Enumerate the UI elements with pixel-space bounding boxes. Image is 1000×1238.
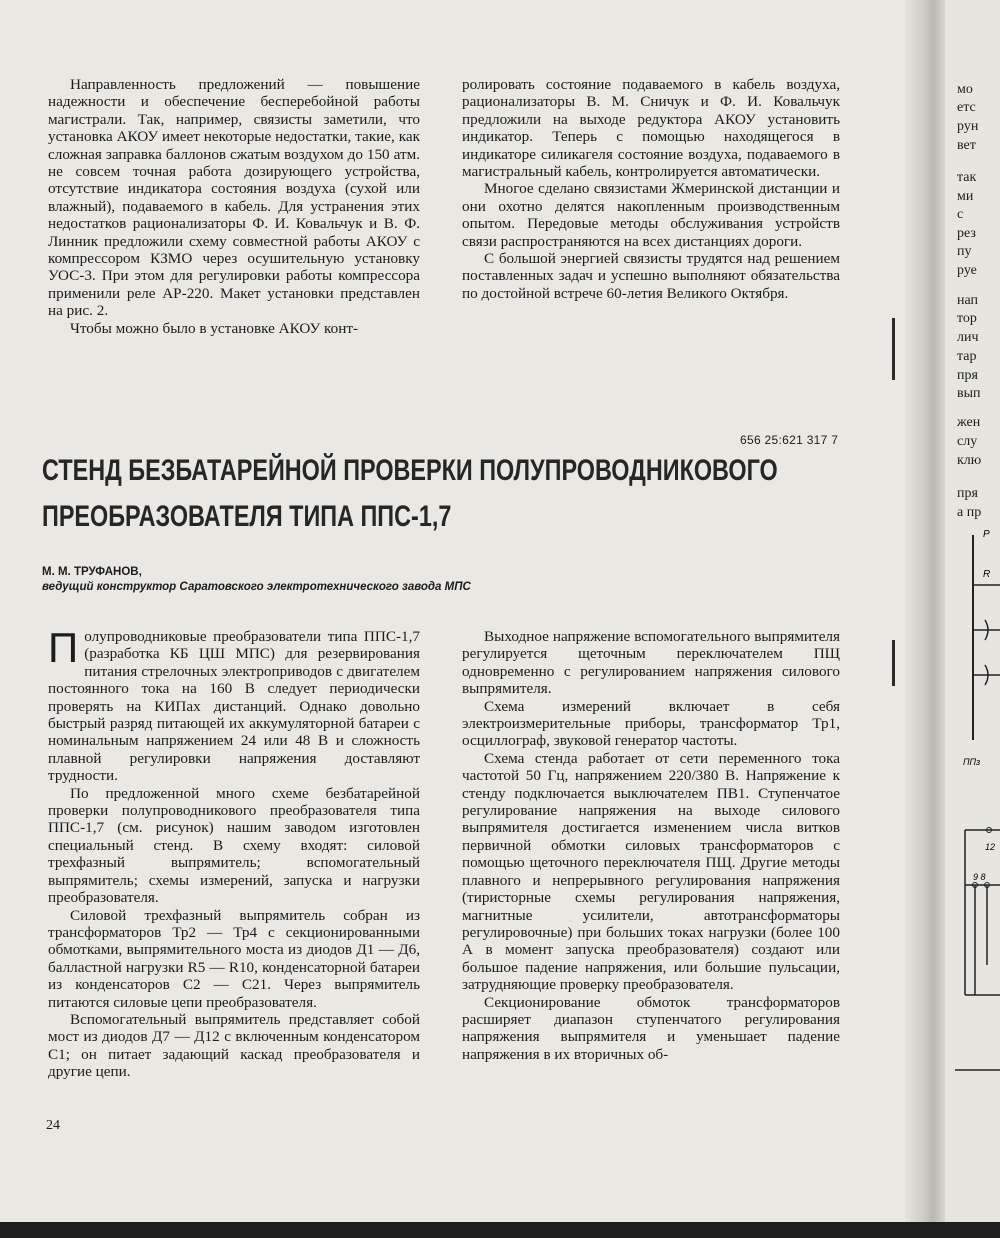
article-title-line: ПРЕОБРАЗОВАТЕЛЯ ТИПА ППС-1,7 bbox=[42, 500, 452, 533]
body-left-column bbox=[48, 624, 420, 1081]
body-right-column bbox=[462, 628, 840, 1063]
facing-page-line: рун bbox=[957, 119, 979, 134]
paragraph: Схема измерений включает в себя электроизмерительные приборы, трансформатор Тр1, осциллограф, звуковой генератор частоты. bbox=[462, 697, 840, 750]
facing-page-line: руе bbox=[957, 263, 977, 278]
diagram-label: 9 8 bbox=[973, 872, 986, 882]
facing-page-line: клю bbox=[957, 453, 982, 468]
author-byline bbox=[42, 565, 471, 595]
article-title bbox=[42, 448, 778, 540]
facing-page-line: так bbox=[957, 170, 977, 185]
paragraph: По предложенной много схеме безбатарейной проверки полупроводникового преобразователя типа ППС-1,7 (см. рисунок) нашим заводом изготовлен специальный стенд. В схему входят: силовой трехфазный выпрямитель; вспомогательный выпрямитель; схемы измерений, запуска и нагрузки преобразователя. bbox=[48, 784, 420, 907]
facing-page-line: слу bbox=[957, 434, 978, 449]
facing-page-line: жен bbox=[957, 415, 981, 430]
diagram-label: ППз bbox=[963, 757, 981, 767]
facing-page-line: вет bbox=[957, 138, 976, 153]
top-left-column bbox=[48, 76, 420, 337]
paragraph-text: олупроводниковые преобразователи типа ППС-1,7 (разработка КБ ЦШ МПС) для резервирования питания стрелочных электроприводов с двигателем постоянного тока на 160 В следует периодически проверять на КИПах дистанций. Однако довольно быстрый разряд питающей их аккумуляторной батареи с номинальным напряжением 24 или 48 В и сложность плавной регулировки напряжения доставляют трудности. bbox=[48, 628, 420, 785]
paragraph: Направленность предложений — повышение надежности и обеспечение бесперебойной работы магистрали. Так, например, связисты заметили, что установка АКОУ имеет некоторые недостатки, такие, как сложная заправка баллонов сжатым воздухом до 150 атм. не совсем точная работа дозирующего устройства, отсутствие индикатора состояния воздуха (сухой или влажный), подаваемого в кабель. Для устранения этих недостатков рационализаторы Ф. И. Ковальчук и В. Ф. Линник предложили схему совместной работы АКОУ с компрессором КЗМО через осушительную установку УОС-3. При этом для регулировки работы компрессора применили реле АР-220. Макет установки представлен на рис. 2. bbox=[48, 76, 420, 320]
facing-page-line: вып bbox=[957, 386, 981, 401]
drop-cap: П bbox=[48, 624, 79, 671]
diagram-label: Р bbox=[983, 529, 990, 540]
facing-page-line: с bbox=[957, 207, 964, 222]
diagram-label: R bbox=[983, 569, 991, 580]
facing-page-line: пря bbox=[957, 368, 978, 383]
author-name: М. М. ТРУФАНОВ, bbox=[42, 566, 142, 578]
facing-page-line: рез bbox=[957, 226, 976, 241]
paragraph: ролировать состояние подаваемого в кабель воздуха, рационализаторы В. М. Сничук и Ф. И. Ковальчук предложили на выходе редуктора АКОУ установить индикатор. Теперь с помощью находящегося в индикаторе силикагеля состояние воздуха, подаваемого в магистральный кабель, контролируется автоматически. bbox=[462, 76, 840, 181]
paragraph: Силовой трехфазный выпрямитель собран из трансформаторов Тр2 — Тр4 с секционированными обмотками, выпрямительного моста из диодов Д1 — Д6, балластной нагрузки R5 — R10, конденсаторной батареи из конденсаторов С2 — С21. Через выпрямитель питаются силовые цепи преобразователя. bbox=[48, 906, 420, 1011]
author-role: ведущий конструктор Саратовского электротехнического завода МПС bbox=[42, 581, 471, 593]
margin-mark bbox=[892, 318, 895, 380]
facing-page-line: пу bbox=[957, 244, 972, 259]
facing-page-line: ми bbox=[957, 189, 974, 204]
paragraph: Схема стенда работает от сети переменного тока частотой 50 Гц, напряжением 220/380 В. Напряжение к стенду подключается выключателем ПВ1. Ступенчатое регулирование напряжения на выходе силового выпрямителя достигается изменением числа витков первичной обмотки силовых трансформаторов с помощью щеточного переключателя ПЩ. Другие методы плавного и непрерывного регулирования напряжения (тиристорные схемы регулирования напряжения, магнитные усилители, автотрансформаторы регулировочные) при больших токах нагрузки (более 100 А в момент запуска преобразователя) создают или большое падение напряжения, или большие пульсации, затрудняющие проверку преобразователя. bbox=[462, 749, 840, 994]
paragraph: Вспомогательный выпрямитель представляет собой мост из диодов Д7 — Д12 с включенным конденсатором С1; он питает задающий каскад преобразователя и другие цепи. bbox=[48, 1010, 420, 1081]
facing-page-line: етс bbox=[957, 100, 976, 115]
paragraph: Чтобы можно было в установке АКОУ конт- bbox=[70, 319, 359, 337]
paragraph bbox=[48, 624, 420, 785]
facing-page-line: а пр bbox=[957, 505, 982, 520]
margin-mark bbox=[892, 640, 895, 686]
paragraph: Выходное напряжение вспомогательного выпрямителя регулируется щеточным переключателем ПЩ одновременно с регулированием напряжения силового выпрямителя. bbox=[462, 628, 840, 698]
paragraph: Многое сделано связистами Жмеринской дистанции и они охотно делятся накопленным производственным опытом. Передовые методы обслуживания устройств связи распространяются на всех дистанциях дороги. bbox=[462, 180, 840, 250]
facing-page-line: лич bbox=[957, 330, 979, 345]
circuit-diagram-fragment bbox=[945, 525, 1000, 1125]
article-title-line: СТЕНД БЕЗБАТАРЕЙНОЙ ПРОВЕРКИ ПОЛУПРОВОДНИКОВОГО bbox=[42, 454, 778, 487]
facing-page-line: нап bbox=[957, 293, 979, 308]
facing-page-line: тор bbox=[957, 311, 977, 326]
diagram-label: 12 bbox=[985, 842, 996, 852]
facing-page bbox=[945, 0, 1000, 1222]
facing-page-line: пря bbox=[957, 486, 978, 501]
binding-gutter bbox=[905, 0, 945, 1222]
udc-code: 656 25:621 317 7 bbox=[740, 433, 839, 447]
facing-page-line: мо bbox=[957, 82, 973, 97]
facing-page-line: тар bbox=[957, 349, 977, 364]
paragraph: Секционирование обмоток трансформаторов расширяет диапазон ступенчатого регулирования напряжения выпрямителя и уменьшает падение напряжения в их вторичных об- bbox=[462, 993, 840, 1063]
paragraph: С большой энергией связисты трудятся над решением поставленных задач и успешно выполняют обязательства по достойной встрече 60-летия Великого Октября. bbox=[462, 250, 840, 302]
page-number: 24 bbox=[46, 1118, 60, 1133]
top-right-column bbox=[462, 76, 840, 302]
